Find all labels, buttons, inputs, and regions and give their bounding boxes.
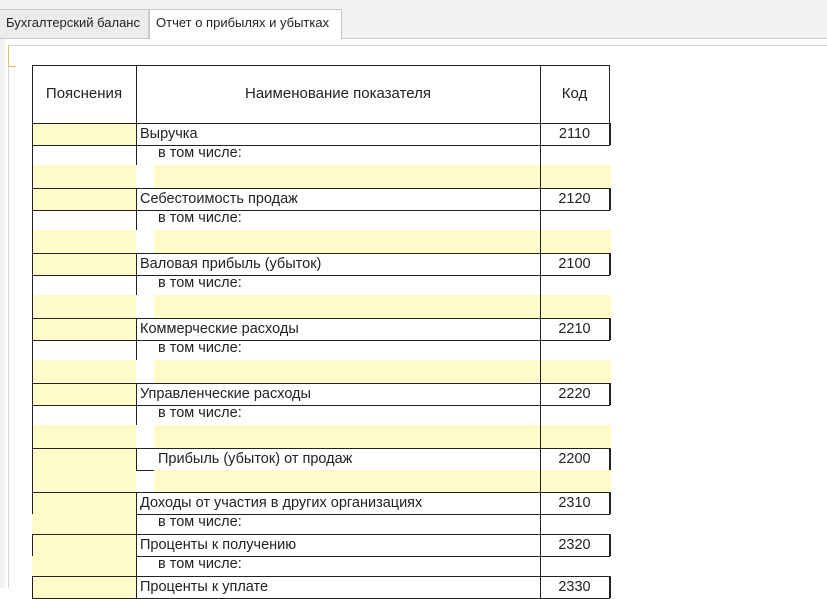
row-divider-b-5 <box>136 448 137 470</box>
detail-code-input-2[interactable] <box>541 295 611 318</box>
row-divider-b-7 <box>136 534 137 556</box>
subrow-divider-b-6 <box>136 514 137 534</box>
row-divider-b-3 <box>136 318 137 340</box>
notes-input-4[interactable] <box>32 383 136 405</box>
subrow-left-border-4 <box>32 405 33 427</box>
detail-code-input-1[interactable] <box>541 230 611 253</box>
indicator-name: Прибыль (убыток) от продаж <box>158 451 353 467</box>
detail-name-input-3[interactable] <box>154 360 540 383</box>
detail-code-input-0[interactable] <box>541 165 611 188</box>
indicator-code: 2100 <box>558 256 591 272</box>
row-left-border-2 <box>32 253 33 275</box>
indicator-name: Валовая прибыль (убыток) <box>140 256 322 272</box>
notes-input-7[interactable] <box>32 534 136 556</box>
indicator-code: 2220 <box>558 386 591 402</box>
notes-input-6[interactable] <box>32 492 136 514</box>
row-left-border-8 <box>32 576 33 598</box>
subrow-divider-c-4 <box>540 405 541 425</box>
detail-left-border-2 <box>32 295 33 318</box>
row-divider-b-0 <box>136 123 137 145</box>
row-right-border-7 <box>609 534 611 556</box>
indicator-code: 2330 <box>558 579 591 595</box>
sub-label-in-total: в том числе: <box>158 556 242 572</box>
indicator-name: Доходы от участия в других организациях <box>140 495 423 511</box>
header-code: Код <box>561 85 588 102</box>
row-divider-b-2 <box>136 253 137 275</box>
subrow-divider-b-1 <box>136 210 137 230</box>
subrow-divider-c-3 <box>540 340 541 360</box>
detail-left-border-5 <box>32 470 33 492</box>
row-left-border-4 <box>32 383 33 405</box>
indicator-code: 2200 <box>558 451 591 467</box>
indicator-code: 2110 <box>558 126 591 142</box>
detail-name-input-4[interactable] <box>154 425 540 448</box>
detail-notes-input-4[interactable] <box>32 425 136 448</box>
indicator-code: 2210 <box>558 321 591 337</box>
notes-input-0[interactable] <box>32 123 136 145</box>
subrow-divider-c-1 <box>540 210 541 230</box>
detail-notes-input-extra-1[interactable] <box>32 556 136 576</box>
row-right-border-4 <box>609 383 611 405</box>
detail-name-input-1[interactable] <box>154 230 540 253</box>
row-left-border-6 <box>32 492 33 514</box>
subrow-divider-b-7 <box>136 556 137 576</box>
indicator-name: Проценты к получению <box>140 537 297 553</box>
detail-divider-3 <box>540 360 541 383</box>
notes-input-2[interactable] <box>32 253 136 275</box>
row-right-border-0 <box>609 123 611 145</box>
detail-divider-0 <box>540 165 541 188</box>
detail-code-input-5[interactable] <box>541 470 611 492</box>
row-left-border-1 <box>32 188 33 210</box>
sub-label-in-total: в том числе: <box>158 145 242 161</box>
detail-name-input-0[interactable] <box>154 165 540 188</box>
detail-code-input-4[interactable] <box>541 425 611 448</box>
row-right-border-8 <box>609 576 611 598</box>
row-left-border-5 <box>32 448 33 470</box>
row-divider-b-8 <box>136 576 137 598</box>
subrow-left-border-3 <box>32 340 33 362</box>
detail-notes-input-5[interactable] <box>32 470 136 492</box>
detail-left-border-0 <box>32 165 33 188</box>
notes-input-3[interactable] <box>32 318 136 340</box>
indicator-code: 2320 <box>558 537 591 553</box>
detail-name-input-2[interactable] <box>154 295 540 318</box>
sub-label-in-total: в том числе: <box>158 340 242 356</box>
detail-divider-5 <box>540 470 541 492</box>
header-notes: Пояснения <box>45 85 123 102</box>
row-right-border-2 <box>609 253 611 275</box>
indicator-code: 2310 <box>558 495 591 511</box>
detail-notes-input-1[interactable] <box>32 230 136 253</box>
detail-code-input-3[interactable] <box>541 360 611 383</box>
subrow-divider-c-0 <box>540 145 541 165</box>
indicator-name: Себестоимость продаж <box>140 191 298 207</box>
detail-notes-input-3[interactable] <box>32 360 136 383</box>
row-divider-b-4 <box>136 383 137 405</box>
sheet-top-border <box>8 45 827 46</box>
detail-name-input-5[interactable] <box>154 470 540 492</box>
subrow-divider-c-7 <box>540 556 541 576</box>
subrow-left-border-0 <box>32 145 33 167</box>
subrow-divider-b-2 <box>136 275 137 295</box>
tab-bar <box>0 0 827 39</box>
detail-left-border-1 <box>32 230 33 253</box>
notes-input-5[interactable] <box>32 448 136 470</box>
row-left-border-0 <box>32 123 33 145</box>
sheet-left-border <box>8 45 9 588</box>
header-indicator-name: Наименование показателя <box>245 85 431 102</box>
detail-left-border-4 <box>32 425 33 448</box>
detail-notes-input-0[interactable] <box>32 165 136 188</box>
indicator-code: 2120 <box>558 191 591 207</box>
subrow-divider-c-6 <box>540 514 541 534</box>
detail-notes-input-extra-0[interactable] <box>32 514 136 534</box>
row-divider-b-6 <box>136 492 137 514</box>
subrow-divider-b-0 <box>136 145 137 165</box>
subrow-divider-b-4 <box>136 405 137 425</box>
left-gutter <box>0 39 5 588</box>
row-divider-b-1 <box>136 188 137 210</box>
indicator-name: Управленческие расходы <box>140 386 311 402</box>
detail-notes-input-2[interactable] <box>32 295 136 318</box>
indicator-name: Коммерческие расходы <box>140 321 299 337</box>
row-right-border-3 <box>609 318 611 340</box>
indicator-name: Выручка <box>140 126 198 142</box>
subrow-divider-b-3 <box>136 340 137 360</box>
detail-left-border-3 <box>32 360 33 383</box>
detail-divider-2 <box>540 295 541 318</box>
sub-label-in-total: в том числе: <box>158 210 242 226</box>
notes-input-8[interactable] <box>32 576 136 598</box>
cell-cursor <box>8 46 16 67</box>
subrow-left-border-1 <box>32 210 33 232</box>
notes-input-1[interactable] <box>32 188 136 210</box>
report-content <box>0 39 827 595</box>
row-left-border-7 <box>32 534 33 556</box>
row-right-border-5 <box>609 448 611 470</box>
row-left-border-3 <box>32 318 33 340</box>
detail-divider-1 <box>540 230 541 253</box>
row-right-border-6 <box>609 492 611 514</box>
sub-label-in-total: в том числе: <box>158 405 242 421</box>
detail-divider-4 <box>540 425 541 448</box>
sub-label-in-total: в том числе: <box>158 275 242 291</box>
indicator-name: Проценты к уплате <box>140 579 269 595</box>
subrow-divider-c-2 <box>540 275 541 295</box>
tab-profit-loss-report[interactable]: Отчет о прибылях и убытках <box>149 9 342 39</box>
sub-label-in-total: в том числе: <box>158 514 242 530</box>
tab-balance-sheet[interactable]: Бухгалтерский баланс <box>0 9 149 38</box>
row-right-border-1 <box>609 188 611 210</box>
subrow-left-border-2 <box>32 275 33 297</box>
